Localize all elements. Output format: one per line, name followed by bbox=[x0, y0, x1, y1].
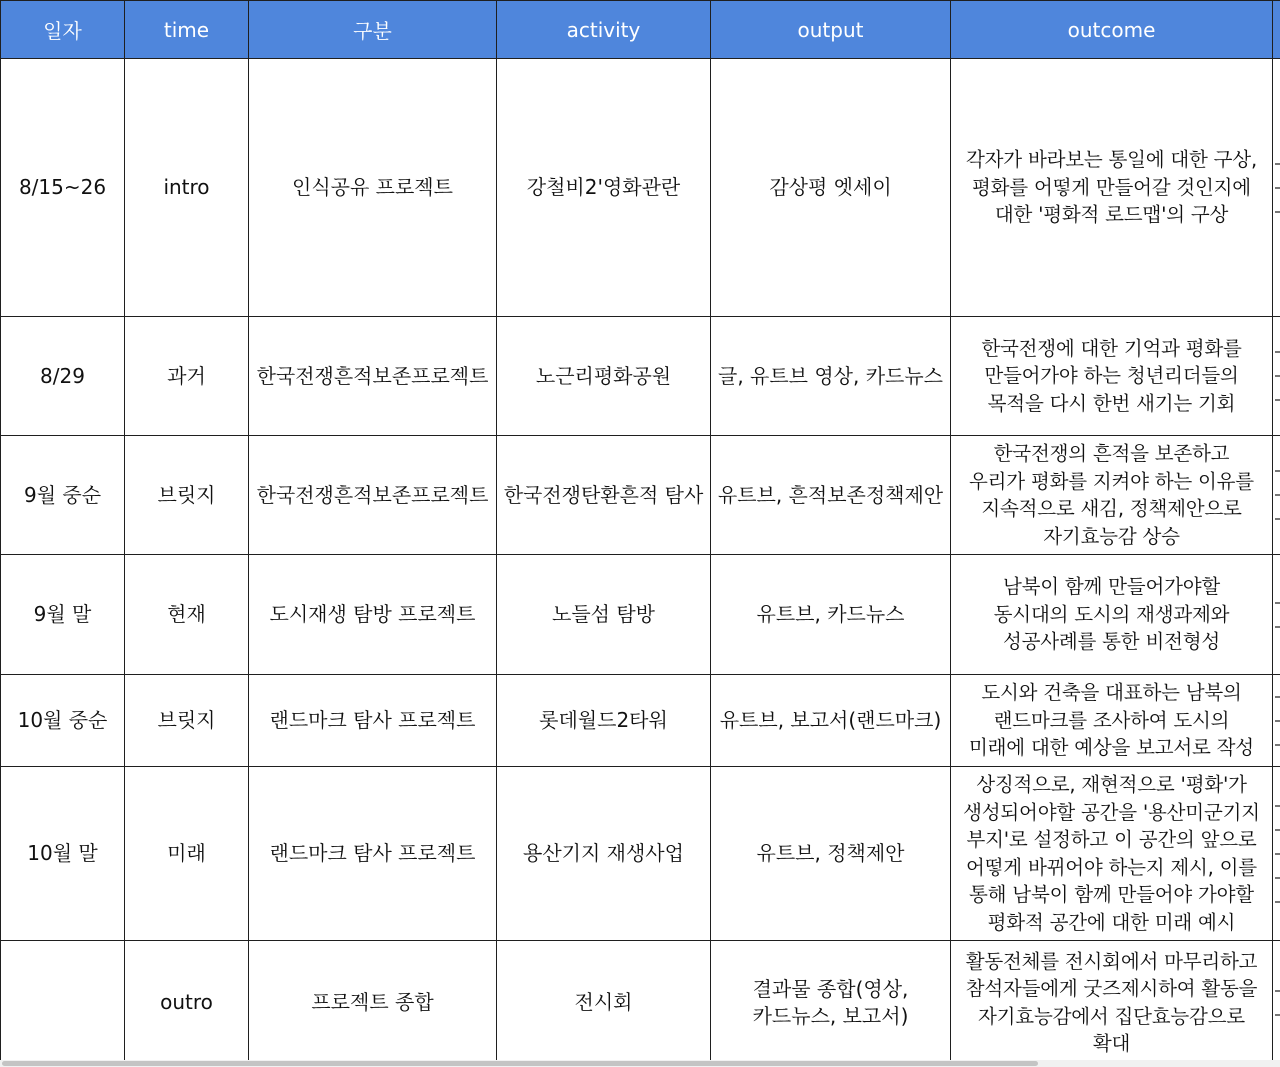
clipped-text-marks bbox=[1273, 767, 1280, 940]
cell-output-line: 글, 유트브 영상, 카드뉴스 bbox=[718, 363, 943, 388]
cell-date[interactable]: 8/15~26 bbox=[1, 59, 125, 317]
clipped-text-marks bbox=[1273, 555, 1280, 674]
table-row bbox=[1, 675, 1280, 767]
clipped-text-marks bbox=[1273, 941, 1280, 1064]
cell-outcome[interactable] bbox=[951, 675, 1273, 767]
cell-category[interactable]: 한국전쟁흔적보존프로젝트 bbox=[249, 317, 497, 436]
cell-date[interactable]: 10월 중순 bbox=[1, 675, 125, 767]
cell-outcome-line: 우리가 평화를 지켜야 하는 이유를 bbox=[969, 469, 1254, 493]
cell-outcome-line: 지속적으로 새김, 정책제안으로 bbox=[981, 497, 1242, 520]
header-outcome[interactable]: outcome bbox=[951, 1, 1273, 59]
cell-cut[interactable] bbox=[1273, 767, 1280, 941]
cell-outcome-line: 생성되어야할 공간을 '용산미군기지 bbox=[963, 800, 1260, 824]
header-time[interactable]: time bbox=[125, 1, 249, 59]
cell-category[interactable]: 프로젝트 종합 bbox=[249, 941, 497, 1065]
cell-output[interactable] bbox=[711, 941, 951, 1065]
cell-output-line: 유트브, 흔적보존정책제안 bbox=[717, 482, 944, 507]
header-cut-column[interactable] bbox=[1273, 1, 1280, 59]
table-row bbox=[1, 436, 1280, 555]
header-row bbox=[1, 1, 1280, 59]
cell-activity[interactable]: 강철비2'영화관란 bbox=[497, 59, 711, 317]
cell-activity[interactable]: 노들섬 탐방 bbox=[497, 555, 711, 675]
cell-activity[interactable]: 전시회 bbox=[497, 941, 711, 1065]
cell-outcome-line: 성공사례를 통한 비전형성 bbox=[1002, 630, 1220, 654]
cell-output-line: 결과물 종합(영상, bbox=[752, 976, 909, 1001]
cell-time[interactable]: 브릿지 bbox=[125, 436, 249, 555]
table-row bbox=[1, 317, 1280, 436]
cell-outcome-line: 한국전쟁의 흔적을 보존하고 bbox=[993, 442, 1230, 465]
cell-time[interactable]: outro bbox=[125, 941, 249, 1065]
cell-outcome-line: 확대 bbox=[1092, 1032, 1131, 1055]
cell-time[interactable]: 현재 bbox=[125, 555, 249, 675]
cell-output[interactable] bbox=[711, 59, 951, 317]
cell-output-line: 유트브, 카드뉴스 bbox=[756, 602, 905, 626]
cell-outcome-line: 목적을 다시 한번 새기는 기회 bbox=[987, 391, 1236, 415]
header-date[interactable]: 일자 bbox=[1, 1, 125, 59]
cell-date[interactable]: 9월 말 bbox=[1, 555, 125, 675]
cell-outcome-line: 통해 남북이 함께 만들어야 가야할 bbox=[969, 883, 1254, 906]
cell-time[interactable]: 과거 bbox=[125, 317, 249, 436]
cell-output-line: 카드뉴스, 보고서) bbox=[752, 1003, 909, 1028]
cell-outcome-line: 평화적 공간에 대한 미래 예시 bbox=[987, 910, 1236, 934]
cell-outcome-line: 부지'로 설정하고 이 공간의 앞으로 bbox=[966, 828, 1257, 851]
cell-date[interactable]: 9월 중순 bbox=[1, 436, 125, 555]
cell-time[interactable]: 브릿지 bbox=[125, 675, 249, 767]
cell-outcome-line: 도시와 건축을 대표하는 남북의 bbox=[981, 681, 1242, 705]
clipped-text-marks bbox=[1273, 59, 1280, 316]
cell-outcome-line: 동시대의 도시의 재생과제와 bbox=[993, 602, 1230, 626]
cell-output-line: 유트브, 보고서(랜드마크) bbox=[719, 708, 942, 732]
cell-output[interactable] bbox=[711, 767, 951, 941]
cell-outcome-line: 미래에 대한 예상을 보고서로 작성 bbox=[969, 736, 1254, 760]
cell-activity[interactable]: 롯데월드2타워 bbox=[497, 675, 711, 767]
table-row bbox=[1, 767, 1280, 941]
cell-outcome-line: 활동전체를 전시회에서 마무리하고 bbox=[965, 949, 1258, 973]
cell-time[interactable]: intro bbox=[125, 59, 249, 317]
cell-outcome-line: 자기효능감에서 집단효능감으로 bbox=[978, 1004, 1245, 1028]
cell-outcome[interactable] bbox=[951, 317, 1273, 436]
table-row bbox=[1, 555, 1280, 675]
scrollbar-thumb[interactable] bbox=[2, 1061, 1038, 1066]
cell-outcome-line: 대한 '평화적 로드맵'의 구상 bbox=[994, 203, 1229, 227]
cell-category[interactable]: 랜드마크 탐사 프로젝트 bbox=[249, 675, 497, 767]
cell-outcome-line: 상징적으로, 재현적으로 '평화'가 bbox=[976, 773, 1247, 796]
cell-outcome-line: 참석자들에게 굿즈제시하여 활동을 bbox=[965, 977, 1258, 1000]
cell-date[interactable] bbox=[1, 941, 125, 1065]
cell-cut[interactable] bbox=[1273, 317, 1280, 436]
cell-output[interactable] bbox=[711, 317, 951, 436]
cell-output[interactable] bbox=[711, 436, 951, 555]
cell-category[interactable]: 도시재생 탐방 프로젝트 bbox=[249, 555, 497, 675]
cell-outcome-line: 각자가 바라보는 통일에 대한 구상, bbox=[966, 148, 1257, 172]
cell-outcome-line: 자기효능감 상승 bbox=[1043, 524, 1180, 548]
cell-time[interactable]: 미래 bbox=[125, 767, 249, 941]
cell-activity[interactable]: 한국전쟁탄환흔적 탐사 bbox=[497, 436, 711, 555]
cell-outcome[interactable] bbox=[951, 941, 1273, 1065]
cell-activity[interactable]: 용산기지 재생사업 bbox=[497, 767, 711, 941]
cell-cut[interactable] bbox=[1273, 59, 1280, 317]
horizontal-scrollbar[interactable] bbox=[0, 1060, 1280, 1067]
header-output[interactable]: output bbox=[711, 1, 951, 59]
cell-outcome[interactable] bbox=[951, 436, 1273, 555]
cell-category[interactable]: 인식공유 프로젝트 bbox=[249, 59, 497, 317]
cell-activity[interactable]: 노근리평화공원 bbox=[497, 317, 711, 436]
cell-output-line: 유트브, 정책제안 bbox=[756, 841, 905, 865]
cell-date[interactable]: 10월 말 bbox=[1, 767, 125, 941]
header-activity[interactable]: activity bbox=[497, 1, 711, 59]
cell-output[interactable] bbox=[711, 675, 951, 767]
cell-date[interactable]: 8/29 bbox=[1, 317, 125, 436]
cell-outcome-line: 한국전쟁에 대한 기억과 평화를 bbox=[981, 336, 1242, 360]
clipped-text-marks bbox=[1273, 317, 1280, 435]
cell-outcome[interactable] bbox=[951, 555, 1273, 675]
table-row bbox=[1, 59, 1280, 317]
cell-output[interactable] bbox=[711, 555, 951, 675]
cell-outcome[interactable] bbox=[951, 767, 1273, 941]
cell-category[interactable]: 랜드마크 탐사 프로젝트 bbox=[249, 767, 497, 941]
cell-outcome-line: 어떻게 바뀌어야 하는지 제시, 이를 bbox=[966, 855, 1257, 879]
cell-outcome-line: 평화를 어떻게 만들어갈 것인지에 bbox=[972, 175, 1251, 199]
cell-cut[interactable] bbox=[1273, 555, 1280, 675]
cell-outcome-line: 랜드마크를 조사하여 도시의 bbox=[993, 708, 1230, 732]
header-category[interactable]: 구분 bbox=[249, 1, 497, 59]
clipped-text-marks bbox=[1273, 675, 1280, 766]
cell-cut[interactable] bbox=[1273, 941, 1280, 1065]
cell-outcome[interactable] bbox=[951, 59, 1273, 317]
cell-cut[interactable] bbox=[1273, 436, 1280, 555]
cell-output-line: 감상평 엣세이 bbox=[769, 175, 892, 199]
cell-category[interactable]: 한국전쟁흔적보존프로젝트 bbox=[249, 436, 497, 555]
cell-outcome-line: 남북이 함께 만들어가야할 bbox=[1002, 575, 1220, 599]
table-row bbox=[1, 941, 1280, 1065]
cell-outcome-line: 만들어가야 하는 청년리더들의 bbox=[984, 364, 1239, 388]
clipped-text-marks bbox=[1273, 436, 1280, 554]
cell-cut[interactable] bbox=[1273, 675, 1280, 767]
